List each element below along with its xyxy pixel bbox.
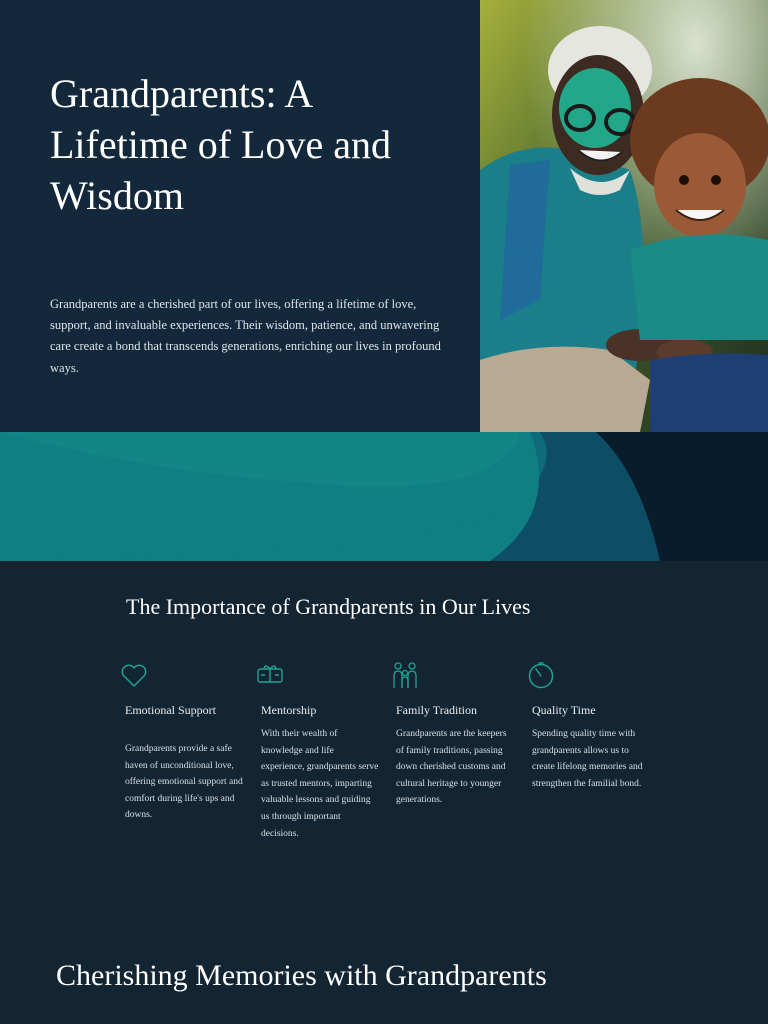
feature-description: With their wealth of knowledge and life experience, grandparents serve as trusted mentors, imparting valuable lessons and guiding us through important decisions. <box>261 729 379 839</box>
feature-description: Grandparents provide a safe haven of unconditional love, offering emotional support and comfort during life's ups and downs. <box>125 744 243 821</box>
decorative-wave-banner <box>0 432 768 561</box>
mentorship-icon <box>255 660 285 690</box>
feature-description: Spending quality time with grandparents allows us to create lifelong memories and strengthen the familial bond. <box>532 729 643 789</box>
memories-section-title: Cherishing Memories with Grandparents <box>56 959 547 992</box>
feature-card-mentorship <box>261 660 379 839</box>
hero-title: Grandparents: A Lifetime of Love and Wisdom <box>50 71 391 218</box>
family-icon <box>390 660 420 690</box>
feature-description: Grandparents are the keepers of family traditions, passing down cherished customs and cultural heritage to younger generations. <box>396 729 507 806</box>
feature-title: Emotional Support <box>125 703 216 717</box>
hero-photo <box>480 0 768 432</box>
hero-description: Grandparents are a cherished part of our lives, offering a lifetime of love, support, and invaluable experiences. Their wisdom, patience, and unwavering care create a bond that transcends generations, enriching our lives in profound ways. <box>50 297 441 375</box>
importance-section-title: The Importance of Grandparents in Our Lives <box>126 594 531 619</box>
feature-title: Mentorship <box>261 703 317 717</box>
heart-icon <box>119 660 149 690</box>
timer-icon <box>526 660 556 690</box>
feature-card-family-tradition <box>396 660 514 806</box>
feature-card-quality-time <box>532 660 650 789</box>
feature-title: Quality Time <box>532 703 596 717</box>
hero-section <box>0 0 768 432</box>
feature-card-emotional-support <box>125 660 243 821</box>
feature-title: Family Tradition <box>396 703 478 717</box>
